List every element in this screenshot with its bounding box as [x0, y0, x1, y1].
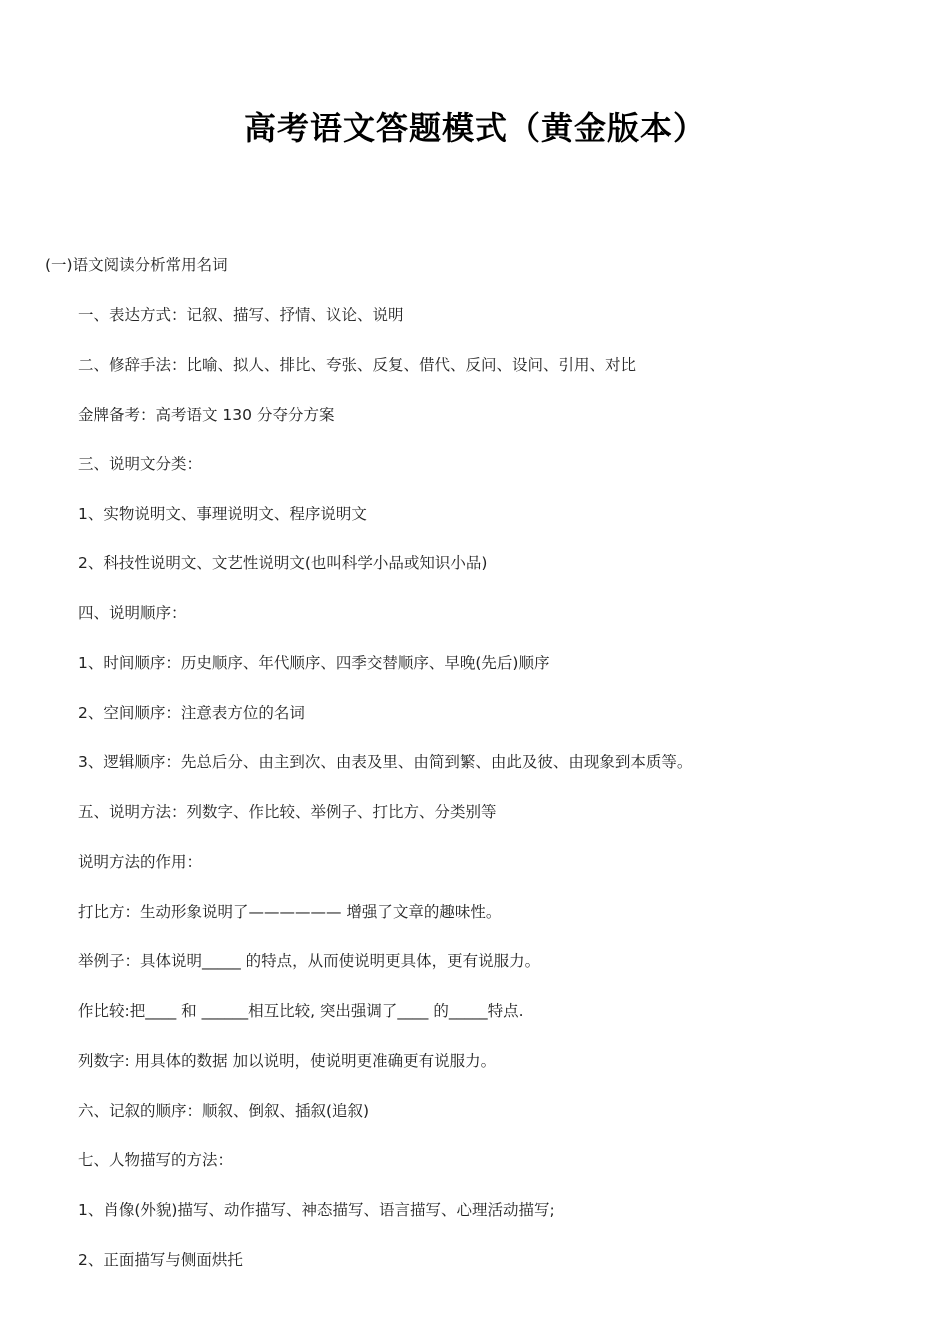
text-line: 2、空间顺序：注意表方位的名词: [78, 704, 305, 722]
text-line: 说明方法的作用：: [78, 853, 203, 871]
document-title: 高考语文答题模式（黄金版本）: [243, 109, 706, 147]
text-line: 3、逻辑顺序：先总后分、由主到次、由表及里、由简到繁、由此及彼、由现象到本质等。: [78, 753, 693, 771]
text-line: 1、时间顺序：历史顺序、年代顺序、四季交替顺序、早晚(先后)顺序: [78, 654, 550, 672]
text-line: 打比方：生动形象说明了—————— 增强了文章的趣味性。: [78, 903, 502, 921]
text-line: 一、表达方式：记叙、描写、抒情、议论、说明: [78, 306, 404, 324]
text-line: 六、记叙的顺序：顺叙、倒叙、插叙(追叙): [78, 1102, 370, 1120]
text-line: 举例子：具体说明_____ 的特点，从而使说明更具体，更有说服力。: [78, 952, 541, 970]
text-line: 七、人物描写的方法：: [78, 1151, 234, 1169]
text-line: 二、修辞手法：比喻、拟人、排比、夸张、反复、借代、反问、设问、引用、对比: [78, 356, 637, 374]
text-line: 1、实物说明文、事理说明文、程序说明文: [78, 505, 367, 523]
text-line: 金牌备考：高考语文 130 分夺分方案: [78, 406, 335, 424]
text-line: 五、说明方法：列数字、作比较、举例子、打比方、分类别等: [78, 803, 497, 821]
text-line: 作比较:把____ 和 ______相互比较, 突出强调了____ 的_____特点.: [78, 1002, 524, 1020]
text-line: 2、科技性说明文、文艺性说明文(也叫科学小品或知识小品): [78, 554, 488, 572]
text-line: 四、说明顺序：: [78, 604, 187, 622]
text-line: 三、说明文分类：: [78, 455, 203, 473]
text-line: 1、肖像(外貌)描写、动作描写、神态描写、语言描写、心理活动描写;: [78, 1201, 555, 1219]
text-line: 列数字: 用具体的数据 加以说明，使说明更准确更有说服力。: [78, 1052, 497, 1070]
text-line: 2、正面描写与侧面烘托: [78, 1251, 243, 1269]
section-heading: (一)语文阅读分析常用名词: [45, 256, 228, 274]
